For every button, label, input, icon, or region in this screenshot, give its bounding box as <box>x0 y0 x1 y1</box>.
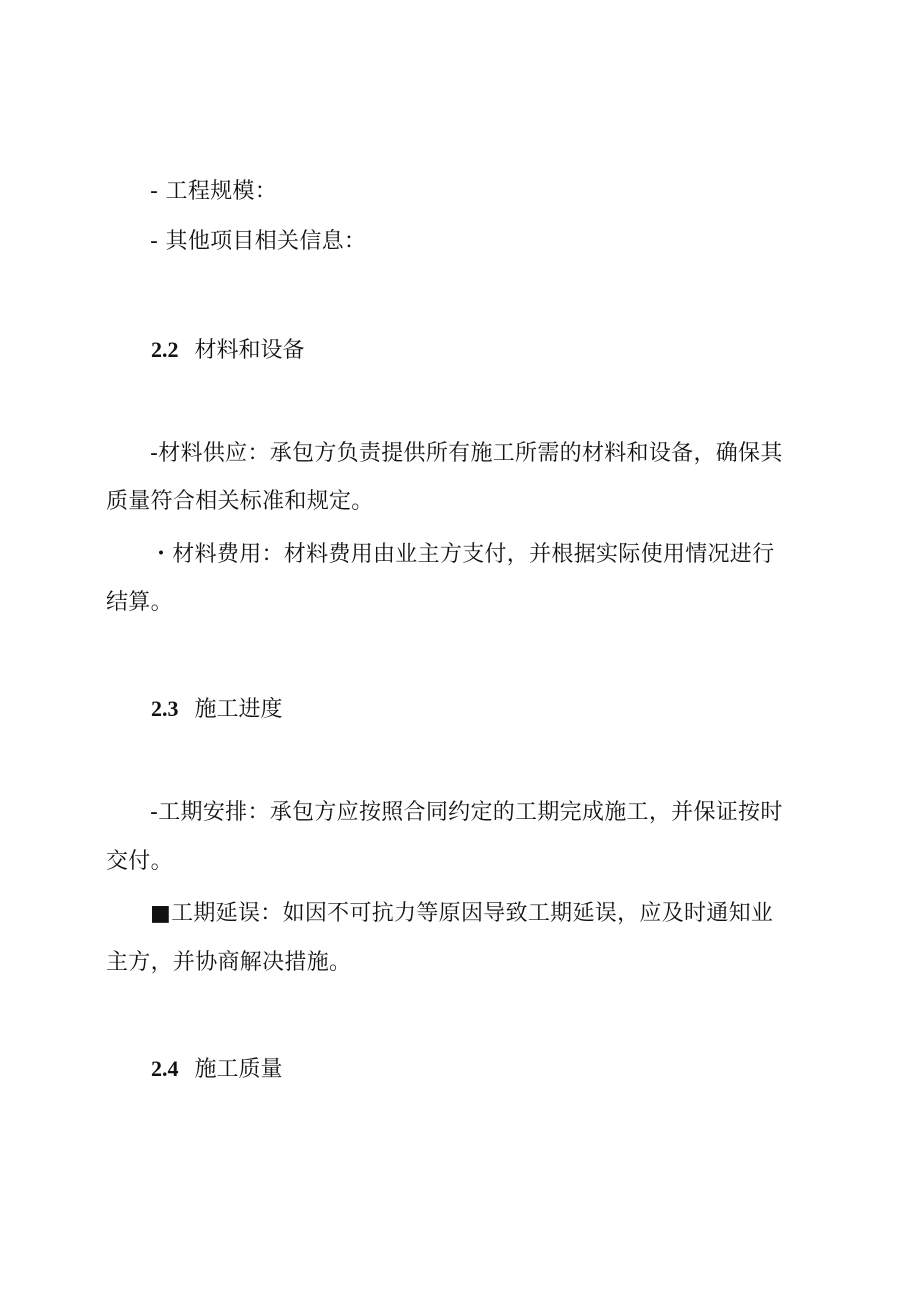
paragraph-delay-line2: 主方，并协商解决措施。 <box>106 950 352 975</box>
paragraph-schedule-line1: -工期安排：承包方应按照合同约定的工期完成施工，并保证按时 <box>150 800 783 825</box>
section-number: 2.2 <box>151 337 179 362</box>
paragraph-schedule-line2: 交付。 <box>106 849 173 874</box>
section-title: 材料和设备 <box>194 338 305 363</box>
section-title: 施工质量 <box>194 1057 283 1082</box>
paragraph-material-cost-line2: 结算。 <box>106 590 173 615</box>
section-number: 2.4 <box>151 1056 179 1081</box>
list-item-other-info: - 其他项目相关信息： <box>150 229 367 254</box>
section-heading <box>151 334 305 367</box>
paragraph-delay-line1: ■工期延误：如因不可抗力等原因导致工期延误，应及时通知业 <box>150 901 774 926</box>
section-title: 施工进度 <box>194 697 283 722</box>
paragraph-material-supply-line2: 质量符合相关标准和规定。 <box>106 489 374 514</box>
section-number: 2.3 <box>151 696 179 721</box>
section-heading <box>151 1053 283 1086</box>
list-item-scale: - 工程规模： <box>150 179 278 204</box>
paragraph-material-cost-line1: ・材料费用：材料费用由业主方支付，并根据实际使用情况进行 <box>150 542 775 567</box>
section-heading <box>151 693 283 726</box>
paragraph-material-supply-line1: -材料供应：承包方负责提供所有施工所需的材料和设备，确保其 <box>150 441 783 466</box>
